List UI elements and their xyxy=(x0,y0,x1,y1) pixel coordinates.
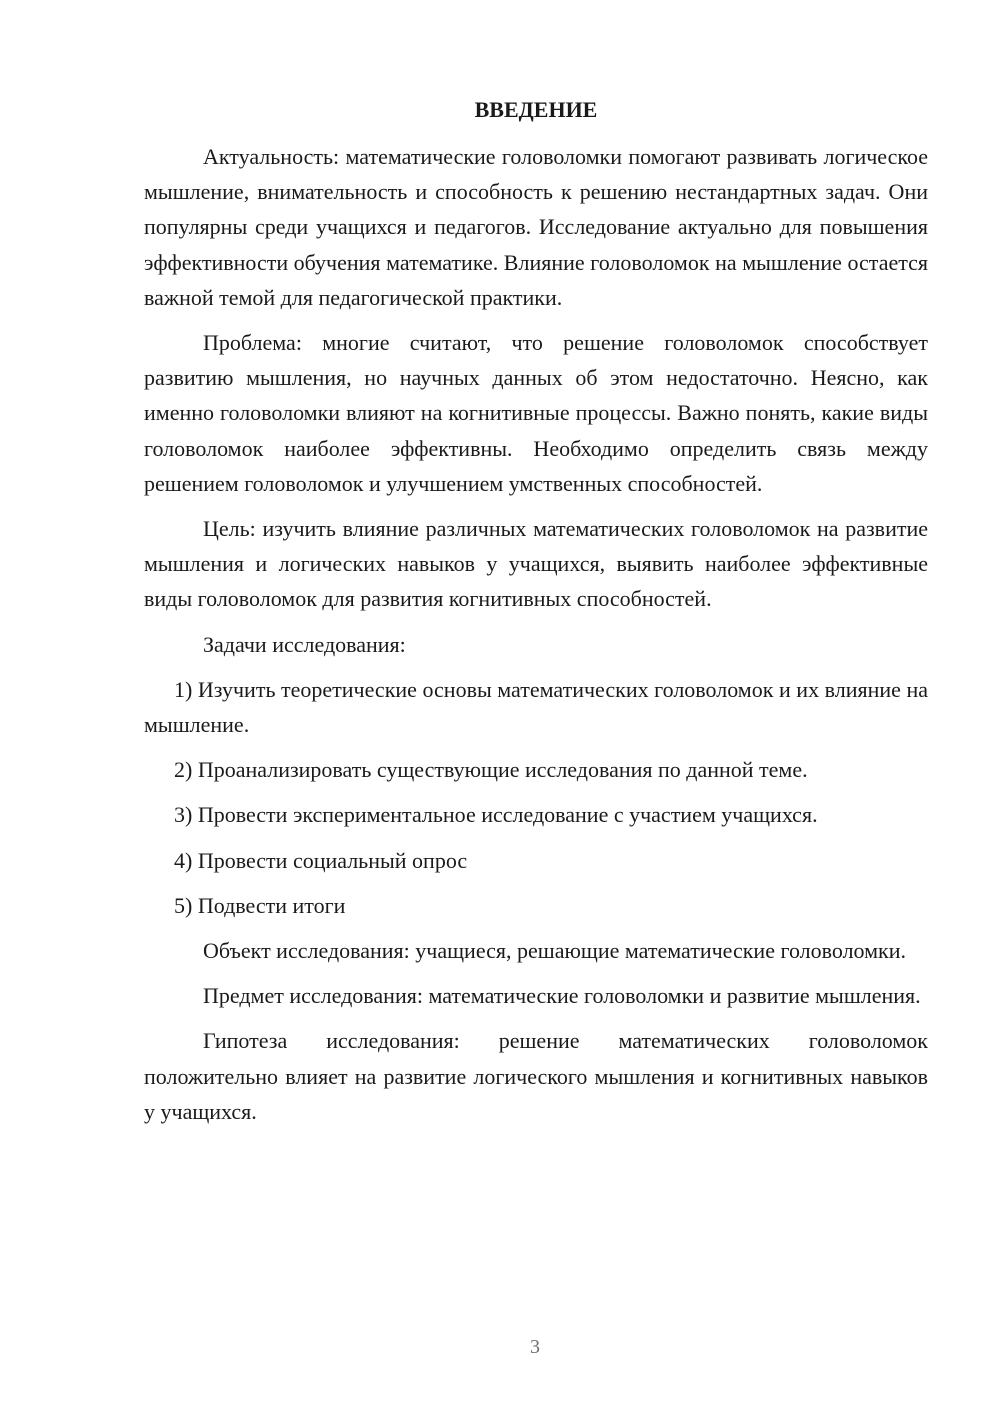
page-number: 3 xyxy=(530,1336,540,1358)
page-content xyxy=(144,94,928,1129)
paragraph-tasks-heading: Задачи исследования: xyxy=(203,631,406,657)
task-item: 4) Провести социальный опрос xyxy=(174,847,468,873)
paragraph-hypothesis: Гипотеза исследования: решение математических головоломок положительно влияет на развитие логического мышления и когнитивных навыков у учащихся. xyxy=(144,1028,928,1124)
paragraph-object: Объект исследования: учащиеся, решающие математические головоломки. xyxy=(203,938,907,964)
paragraph-problem: Проблема: многие считают, что решение головоломок способствует развитию мышления, но научных данных об этом недостаточно. Неясно, как именно головоломки влияют на когнитивные процессы. Важно понять, какие виды головоломок наиболее эффективны. Необходимо определить связь между решением головоломок и улучшением умственных способностей. xyxy=(144,330,928,496)
task-item: 3) Провести экспериментальное исследование с участием учащихся. xyxy=(174,802,818,828)
task-item: 2) Проанализировать существующие исследования по данной теме. xyxy=(174,757,808,783)
task-item: 5) Подвести итоги xyxy=(174,892,346,918)
task-item: 1) Изучить теоретические основы математических головоломок и их влияние на мышление. xyxy=(144,676,928,738)
paragraph-goal: Цель: изучить влияние различных математических головоломок на развитие мышления и логических навыков у учащихся, выявить наиболее эффективные виды головоломок для развития когнитивных способностей. xyxy=(144,516,928,612)
section-title: ВВЕДЕНИЕ xyxy=(474,97,598,122)
paragraph-relevance: Актуальность: математические головоломки помогают развивать логическое мышление, внимательность и способность к решению нестандартных задач. Они популярны среди учащихся и педагогов. Исследование актуально для повышения эффективности обучения математике. Влияние головоломок на мышление остается важной темой для педагогической практики. xyxy=(144,144,928,310)
paragraph-subject: Предмет исследования: математические головоломки и развитие мышления. xyxy=(203,983,921,1009)
